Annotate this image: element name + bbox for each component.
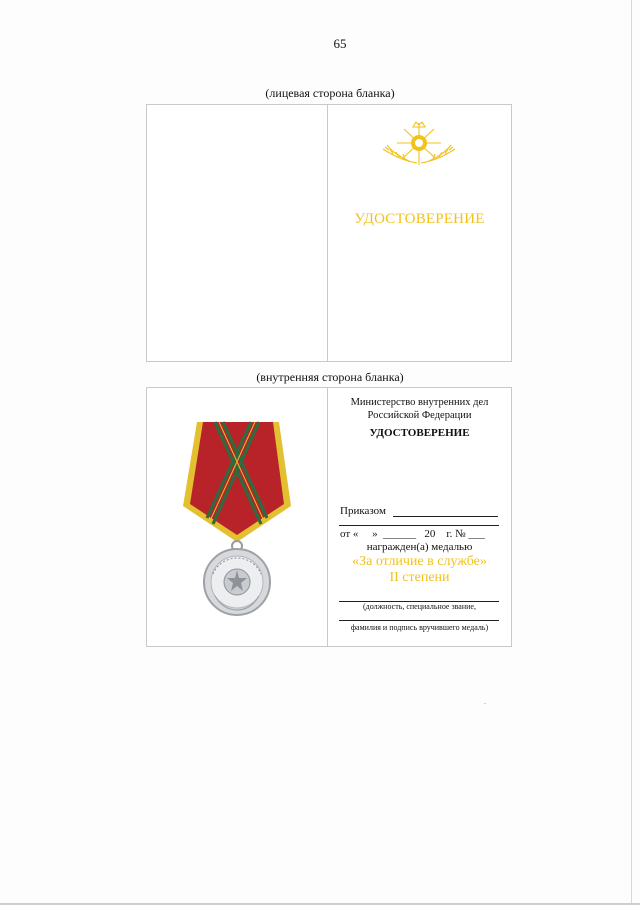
ministry-line-2: Российской Федерации bbox=[367, 410, 472, 421]
blank-front-side bbox=[146, 104, 512, 362]
blank-inner-side bbox=[146, 387, 512, 647]
note-position: (должность, специальное звание, bbox=[363, 602, 476, 611]
caption-inner-side: (внутренняя сторона бланка) bbox=[256, 370, 404, 384]
note-signature: фамилия и подпись вручившего медаль) bbox=[350, 623, 489, 632]
signature-line-2 bbox=[339, 620, 499, 621]
scan-edge-right bbox=[631, 0, 632, 905]
awarded-text: награжден(а) медалью bbox=[366, 541, 473, 553]
inner-title: УДОСТОВЕРЕНИЕ bbox=[369, 427, 470, 439]
mvd-emblem-icon bbox=[369, 117, 469, 169]
order-blank-line bbox=[393, 516, 498, 517]
order-label: Приказом bbox=[340, 505, 386, 517]
medal-degree: II степени bbox=[389, 570, 450, 585]
fold-line bbox=[327, 105, 328, 361]
scan-artifact bbox=[484, 703, 486, 704]
date-number-line: от « » ______ 20 г. № ___ bbox=[340, 528, 485, 540]
caption-front-side: (лицевая сторона бланка) bbox=[265, 86, 395, 100]
ministry-line-1: Министерство внутренних дел bbox=[350, 397, 489, 408]
medal-icon bbox=[175, 414, 299, 618]
front-title: УДОСТОВЕРЕНИЕ bbox=[354, 211, 485, 227]
ministry-name bbox=[328, 396, 511, 422]
medal-name: «За отличие в службе» bbox=[352, 554, 487, 569]
page-number: 65 bbox=[333, 36, 347, 51]
order-blank-line-2 bbox=[339, 525, 499, 526]
